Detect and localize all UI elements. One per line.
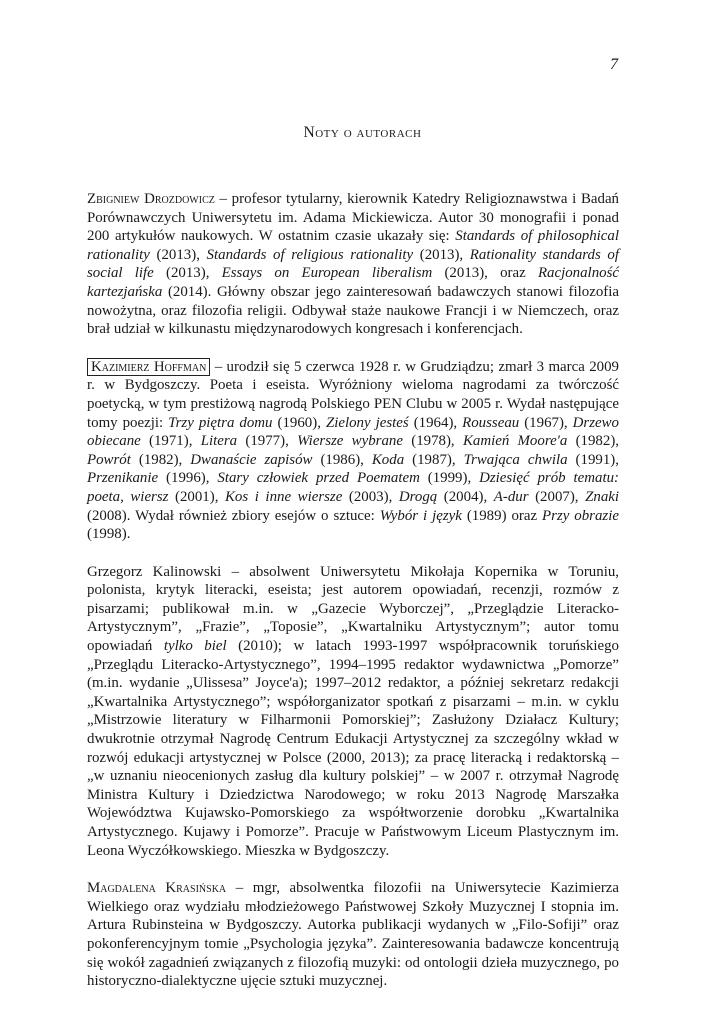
author-notes <box>87 190 619 1010</box>
author-note <box>87 563 619 861</box>
note-text: (1964), <box>408 414 463 431</box>
page-title: Noty o autorach <box>303 124 422 141</box>
author-note <box>87 358 619 544</box>
note-text: (1998). <box>87 526 131 543</box>
work-title: Kos i inne wiersze <box>225 488 343 505</box>
note-text: (2010); w latach 1993-1997 współpracownik toruńskiego „Przeglądu Literacko-Artystycznego”, 1994–1995 redaktor wydawnictwa „Pomorze” (m.in. wydanie „Ulissesa” Joyce'a); 1997–2012 redaktor, a później sekretarz redakcji „Kwartalnika Artystycznego”; współorganizator spotkań z pisarzami – m.in. w cyklu „Mistrzowie literatury w Filharmonii Pomorskiej”; Zasłużony Działacz Kultury; dwukrotnie otrzymał Nagrodę Centrum Edukacji Artystycznej za szczególny wkład w rozwój edukacji artystycznej w Polsce (2000, 2013); za pracę literacką i redaktorską – „w uznaniu nieocenionych zasług dla kultury polskiej” – w 2007 r. otrzymał Nagrodę Ministra Kultury i Dziedzictwa Narodowego; w roku 2013 Nagrodę Marszałka Województwa Kujawsko-Pomorskiego za współtworzenie dorobku „Kwartalnika Artystycznego. Kujawy i Pomorze”. Pracuje w Państwowym Liceum Plastycznym im. Leona Wyczółkowskiego. Mieszka w Bydgoszczy. <box>87 638 619 859</box>
note-text: (2008). Wydał również zbiory esejów o sztuce: <box>87 507 380 524</box>
note-text: (2014). Główny obszar jego zainteresowań badawczych stanowi filozofia nowożytna, oraz filozofia religii. Odbywał staże naukowe Francji i w Niemczech, oraz brał udział w kilkunastu międzynarodowych kongresach i konferencjach. <box>87 283 619 338</box>
note-text: (1989) oraz <box>461 507 543 524</box>
work-title: Koda <box>371 451 405 468</box>
page-number: 7 <box>610 56 618 73</box>
work-title: Wybór i język <box>379 507 462 524</box>
work-title: Dwanaście zapisów <box>190 451 313 468</box>
author-name: Kazimierz Hoffman <box>87 358 210 376</box>
work-title: Stary człowiek przed Poematem <box>217 470 420 487</box>
work-title: tylko biel <box>163 638 227 655</box>
work-title: Rationality standards of social life <box>87 246 619 282</box>
note-text: (1960), <box>272 414 326 431</box>
work-title: Drzewo obiecane <box>87 414 619 450</box>
note-text: (1999), <box>419 470 480 487</box>
work-title: Standards of philosophical rationality <box>87 228 619 263</box>
work-title: Rousseau <box>462 414 520 431</box>
note-text: (1982), <box>567 433 620 450</box>
note-text: (2013), oraz <box>432 265 538 282</box>
work-title: Kamień Moore'a <box>462 433 568 450</box>
note-text: – profesor tytularny, kierownik Katedry Religioznawstwa i Badań Porównawczych Uniwersytetu im. Adama Mickiewicza. Autor 30 monografii i ponad 200 artykułów naukowych. W ostatnim czasie ukazały się: <box>87 191 619 245</box>
work-title: Racjonalność kartezjańska <box>87 265 619 300</box>
note-text: (1971), <box>140 433 201 450</box>
note-text: (1987), <box>404 451 464 468</box>
work-title: Drogą <box>398 488 438 505</box>
work-title: Trzy piętra domu <box>168 414 273 431</box>
note-text: (2013), <box>153 265 222 282</box>
note-text: (2004), <box>437 488 494 505</box>
note-text: (1986), <box>312 451 372 468</box>
note-text: (1996), <box>158 470 218 487</box>
note-text: (1991), <box>567 451 619 468</box>
author-name: Grzegorz Kalinowski <box>87 563 222 580</box>
author-note <box>87 879 619 991</box>
note-text: (1967), <box>519 414 573 431</box>
work-title: Essays on European liberalism <box>221 265 433 282</box>
author-name: Zbigniew Drozdowicz <box>87 191 215 207</box>
work-title: Litera <box>200 433 238 450</box>
note-text: (1977), <box>237 433 298 450</box>
author-name: Magdalena Krasińska <box>87 880 227 897</box>
note-text: (2013), <box>149 246 207 263</box>
note-text: (2003), <box>342 488 399 505</box>
note-text: (2013), <box>413 246 470 263</box>
note-text: (2001), <box>168 488 225 505</box>
note-text: – urodził się 5 czerwca 1928 r. w Grudziądzu; zmarł 3 marca 2009 r. w Bydgoszczy. Poeta i eseista. Wyróżniony wieloma nagrodami za twórczość poetycką, w tym prestiżową nagrodą Polskiego PEN Clubu w 2005 r. Wydał następujące tomy poezji: <box>87 358 619 431</box>
author-note <box>87 190 619 339</box>
work-title: Znaki <box>585 488 620 505</box>
work-title: Wiersze wybrane <box>297 433 403 450</box>
work-title: Dziesięć prób tematu: poeta, wiersz <box>87 470 620 505</box>
note-text: (2007), <box>528 488 586 505</box>
note-text: – mgr, absolwentka filozofii na Uniwersytecie Kazimierza Wielkiego oraz wydziału młodzieżowego Państwowej Szkoły Muzycznej I stopnia im. Artura Rubinsteina w Bydgoszczy. Autorka publikacji wydanych w „Filo-Sofiji” oraz pokonferencyjnym tomie „Psychologia języka”. Zainteresowania badawcze koncentrują się wokół zagadnień związanych z filozofią muzyki: od ontologii dzieła muzycznego, po historyczno-dialektyczne ujęcie sztuki muzycznej. <box>87 880 619 990</box>
work-title: Zielony jesteś <box>325 414 409 431</box>
note-text: (1982), <box>130 451 191 468</box>
work-title: Przenikanie <box>87 470 159 487</box>
note-text: – absolwent Uniwersytetu Mikołaja Kopernika w Toruniu, polonista, krytyk literacki, eseista; jest autorem opowiadań, recenzji, rozmów z pisarzami; publikował m.in. w „Gazecie Wyborczej”, „Przeglądzie Literacko-Artystycznym”, „Frazie”, „Toposie”, „Kwartalniku Artystycznym”; autor tomu opowiadań <box>87 563 619 655</box>
work-title: A-dur <box>493 488 529 505</box>
work-title: Standards of religious rationality <box>206 246 414 263</box>
note-text: (1978), <box>402 433 463 450</box>
work-title: Przy obrazie <box>542 507 619 524</box>
work-title: Powrót <box>87 451 131 468</box>
work-title: Trwająca chwila <box>463 451 568 468</box>
